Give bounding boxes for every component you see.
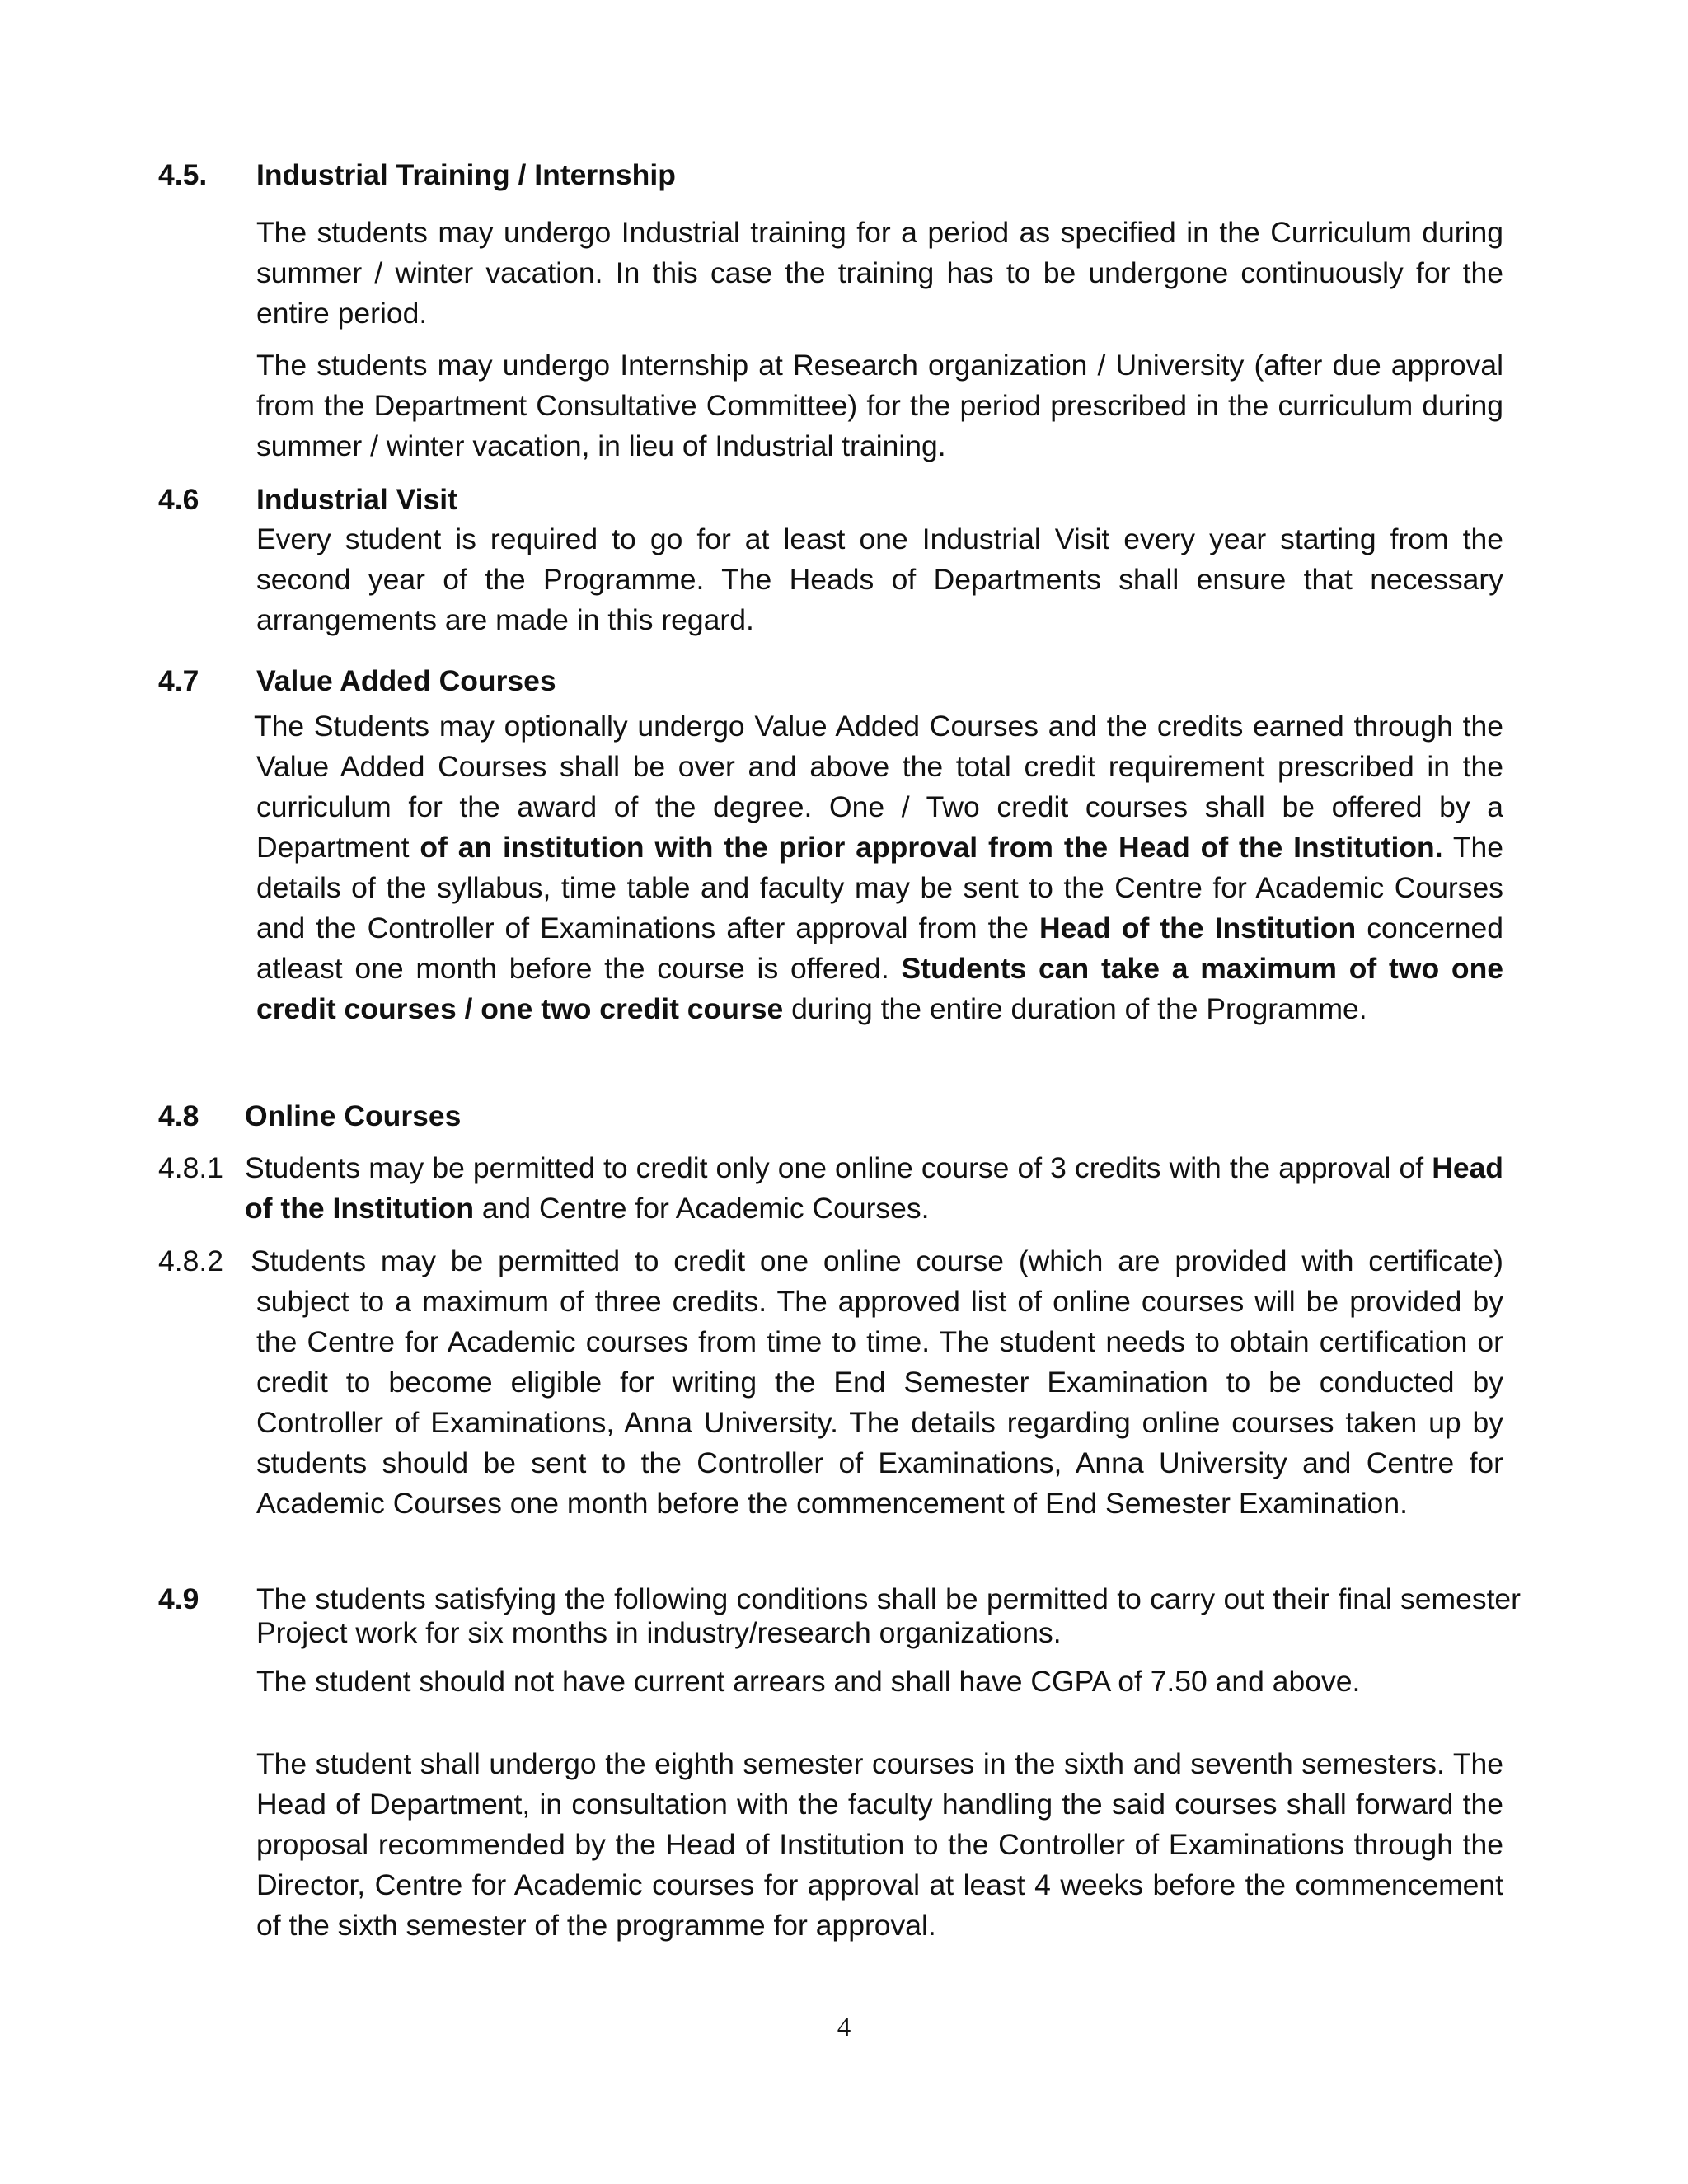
section-4-9-paragraph-1: The students satisfying the following conditions shall be permitted to carry out their final semester Project work for six months in industry/research organizations. xyxy=(256,1582,1521,1649)
section-4-5-number: 4.5. xyxy=(158,158,208,191)
section-4-5-paragraph-2: The students may undergo Internship at Research organization / University (after due approval from the Department Consultative Committee) for the period prescribed in the curriculum during summer / winter vacation, in lieu of Industrial training. xyxy=(256,349,1503,462)
item-4-8-1-text-1: Students may be permitted to credit only one online course of 3 credits with the approval of xyxy=(245,1151,1432,1184)
section-4-7-bold-1: of an institution with the prior approval from the Head of the Institution. xyxy=(420,831,1443,864)
item-4-8-1-text-2: and Centre for Academic Courses. xyxy=(474,1192,930,1225)
section-4-7-bold-2: Head of the Institution xyxy=(1039,912,1357,944)
section-4-7-text-1: The Students may optionally undergo Value Added Courses and the credits earned through the Value Added Courses shall be over and above the total credit requirement prescribed in the curriculum for the award of the degree. One / Two credit courses shall be offered by a Department xyxy=(254,710,1503,864)
section-4-8-number: 4.8 xyxy=(158,1099,199,1132)
section-4-9-number: 4.9 xyxy=(158,1582,199,1615)
section-4-9-paragraph-2: The student should not have current arrears and shall have CGPA of 7.50 and above. xyxy=(256,1665,1361,1698)
section-4-9-paragraph-3: The student shall undergo the eighth semester courses in the sixth and seventh semesters. The Head of Department, in consultation with the faculty handling the said courses shall forward the proposal recommended by the Head of Institution to the Controller of Examinations through the Director, Centre for Academic courses for approval at least 4 weeks before the commencement of the sixth semester of the programme for approval. xyxy=(256,1747,1503,1942)
item-4-8-1-number: 4.8.1 xyxy=(158,1151,223,1184)
item-4-8-2-paragraph: Students may be permitted to credit one online course (which are provided with certificate) subject to a maximum of three credits. The approved list of online courses will be provided by the Centre for Academic courses from time to time. The student needs to obtain certification or credit to become eligible for writing the End Semester Examination to be conducted by Controller of Examinations, Anna University. The details regarding online courses taken up by students should be sent to the Controller of Examinations, Anna University and Centre for Academic Courses one month before the commencement of End Semester Examination. xyxy=(251,1244,1503,1520)
section-4-7-text-2: The details of the syllabus, time table and faculty may be sent to the Centre for Academic Courses and the Controller of Examinations after approval from the xyxy=(256,831,1503,944)
section-4-7-title: Value Added Courses xyxy=(256,664,556,697)
section-4-7-number: 4.7 xyxy=(158,664,199,697)
item-4-8-1-bold-1: Head of the Institution xyxy=(245,1151,1503,1225)
item-4-8-2-number: 4.8.2 xyxy=(158,1244,223,1277)
section-4-7-text-3: concerned atleast one month before the course is offered. xyxy=(256,912,1503,985)
section-4-7-paragraph xyxy=(256,706,1503,1029)
section-4-5-paragraph-1: The students may undergo Industrial training for a period as specified in the Curriculum during summer / winter vacation. In this case the training has to be undergone continuously for the entire period. xyxy=(256,216,1503,330)
section-4-7-text-4: during the entire duration of the Programme. xyxy=(783,992,1367,1025)
section-4-8-title: Online Courses xyxy=(245,1099,462,1132)
page-number: 4 xyxy=(837,2013,851,2042)
section-4-5-title: Industrial Training / Internship xyxy=(256,158,676,191)
section-4-7-bold-3: Students can take a maximum of two one credit courses / one two credit course xyxy=(256,952,1503,1025)
item-4-8-1-paragraph xyxy=(245,1148,1503,1229)
section-4-6-paragraph: Every student is required to go for at least one Industrial Visit every year starting from the second year of the Programme. The Heads of Departments shall ensure that necessary arrangements are made in this regard. xyxy=(256,523,1503,636)
section-4-6-title: Industrial Visit xyxy=(256,483,457,516)
section-4-6-number: 4.6 xyxy=(158,483,199,516)
